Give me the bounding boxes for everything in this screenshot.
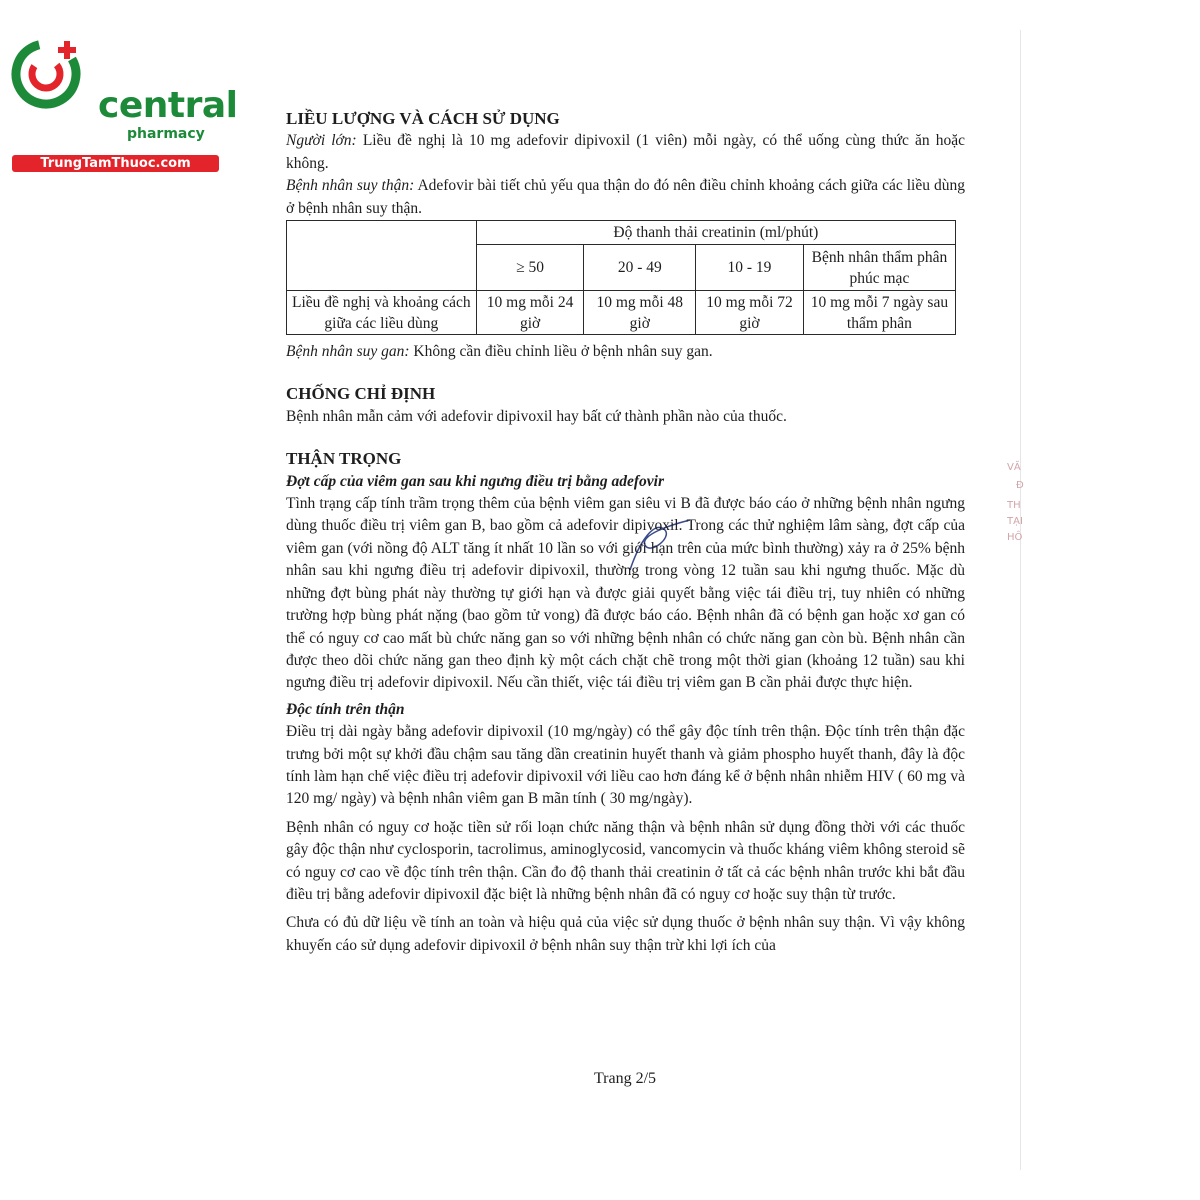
table-group-header: Độ thanh thải creatinin (ml/phút) — [476, 221, 955, 245]
nephrotoxicity-paragraph: Điều trị dài ngày bằng adefovir dipivoxil (10 mg/ngày) có thể gây độc tính trên thận. Độc tính trên thận đặc trưng bởi một sự khởi đầu chậm sau tăng dần creatinin huyết thanh và giảm phospho huyết thanh, đây là độc tính làm hạn chế việc điều trị adefovir dipivoxil với liều cao hơn đáng kể ở bệnh nhân nhiễm HIV ( 60 mg và 120 mg/ ngày) và bệnh nhân viêm gan B mãn tính ( 30 mg/ngày). — [286, 723, 965, 808]
page-number: Trang 2/5 — [593, 1070, 657, 1087]
hepatic-dosage-paragraph — [286, 341, 965, 363]
table-cell: 10 mg mỗi 24 giờ — [476, 291, 584, 335]
renal-label: Bệnh nhân suy thận: — [286, 177, 415, 195]
table-column-header: ≥ 50 — [476, 245, 584, 291]
adult-dosage-paragraph — [286, 130, 965, 175]
stamp-text: TẠI — [1007, 516, 1023, 527]
hepatic-text: Không cần điều chỉnh liều ở bệnh nhân suy gan. — [409, 343, 713, 361]
table-row-label: Liều đề nghị và khoảng cách giữa các liều dùng — [287, 291, 477, 335]
stamp-text: TH — [1007, 500, 1021, 511]
renal-risk-paragraph: Bệnh nhân có nguy cơ hoặc tiền sử rối loạn chức năng thận và bệnh nhân sử dụng đồng thời với các thuốc gây độc thận như cyclosporin, tacrolimus, aminoglycosid, vancomycin và thuốc kháng viêm không steroid sẽ có nguy cơ cao về độc tính trên thận. Cần đo độ thanh thải creatinin ở tất cả các bệnh nhân trước khi bắt đầu điều trị bằng adefovir dipivoxil đặc biệt là những bệnh nhân đã có nguy cơ hoặc suy thận từ trước. — [286, 818, 965, 903]
stamp-text: HÔ — [1007, 532, 1023, 543]
document-body — [286, 108, 965, 957]
renal-text: Adefovir bài tiết chủ yếu qua thận do đó nên điều chỉnh khoảng cách giữa các liều dùng ở bệnh nhân suy thận. — [286, 177, 965, 217]
logo — [10, 38, 238, 171]
stamp-text: VĂ — [1007, 462, 1021, 473]
table-cell: 10 mg mỗi 72 giờ — [696, 291, 804, 335]
section-title-dosage: LIỀU LƯỢNG VÀ CÁCH SỬ DỤNG — [286, 109, 560, 128]
section-title-precautions: THẬN TRỌNG — [286, 449, 402, 469]
contraindications-paragraph: Bệnh nhân mẫn cảm với adefovir dipivoxil hay bất cứ thành phần nào của thuốc. — [286, 407, 787, 425]
paper-edge — [1020, 30, 1021, 1170]
table-cell: 10 mg mỗi 7 ngày sau thẩm phân — [803, 291, 955, 335]
table-column-header: Bệnh nhân thẩm phân phúc mạc — [803, 245, 955, 291]
renal-dosage-paragraph — [286, 175, 965, 220]
subheading-hepatitis-flare: Đợt cấp của viêm gan sau khi ngưng điều trị bằng adefovir — [286, 472, 665, 490]
hepatitis-flare-paragraph: Tình trạng cấp tính trầm trọng thêm của bệnh viêm gan siêu vi B đã được báo cáo ở những bệnh nhân ngưng dùng thuốc điều trị viêm gan B, bao gồm cả adefovir dipivoxil. Trong các thử nghiệm lâm sàng, đợt cấp của viêm gan (với nồng độ ALT tăng ít nhất 10 lần so với giới hạn trên của mức bình thường) xảy ra ở 25% bệnh nhân sau khi ngưng điều trị adefovir dipivoxil, thường trong vòng 12 tuần sau khi ngưng thuốc. Mặc dù những đợt bùng phát này thường tự giới hạn và được giải quyết bằng việc tái điều trị, tuy nhiên có những trường hợp bùng phát nặng (bao gồm tử vong) đã được báo cáo. Bệnh nhân đã có bệnh gan hoặc xơ gan có thể có nguy cơ cao mất bù chức năng gan so với những bệnh nhân có chức năng gan còn bù. Bệnh nhân cần được theo dõi chức năng gan theo định kỳ một cách chặt chẽ trong một thời gian (khoảng 12 tuần) sau khi ngưng điều trị adefovir dipivoxil. Nếu cần thiết, việc tái điều trị viêm gan B cần phải được thực hiện. — [286, 495, 965, 692]
table-corner-cell — [287, 221, 477, 291]
table-cell: 10 mg mỗi 48 giờ — [584, 291, 696, 335]
stamp-text: Đ — [1016, 480, 1024, 491]
hepatic-label: Bệnh nhân suy gan: — [286, 343, 410, 361]
subheading-nephrotoxicity: Độc tính trên thận — [286, 700, 405, 718]
adult-label: Người lớn: — [286, 132, 357, 150]
table-column-header: 10 - 19 — [696, 245, 804, 291]
logo-brand: central — [98, 85, 238, 126]
stamp-fragment — [1000, 432, 1030, 582]
logo-sub: pharmacy — [127, 126, 205, 142]
renal-data-paragraph: Chưa có đủ dữ liệu về tính an toàn và hiệu quả của việc sử dụng thuốc ở bệnh nhân suy thận. Vì vậy không khuyến cáo sử dụng adefovir dipivoxil ở bệnh nhân suy thận trừ khi lợi ích của — [286, 914, 965, 954]
table-column-header: 20 - 49 — [584, 245, 696, 291]
central-pharmacy-logo-icon — [10, 38, 100, 118]
logo-url[interactable]: TrungTamThuoc.com — [12, 155, 219, 172]
dosage-table — [286, 220, 956, 335]
adult-text: Liều đề nghị là 10 mg adefovir dipivoxil (1 viên) mỗi ngày, có thể uống cùng thức ăn hoặc không. — [286, 132, 965, 172]
section-title-contraindications: CHỐNG CHỈ ĐỊNH — [286, 384, 436, 404]
